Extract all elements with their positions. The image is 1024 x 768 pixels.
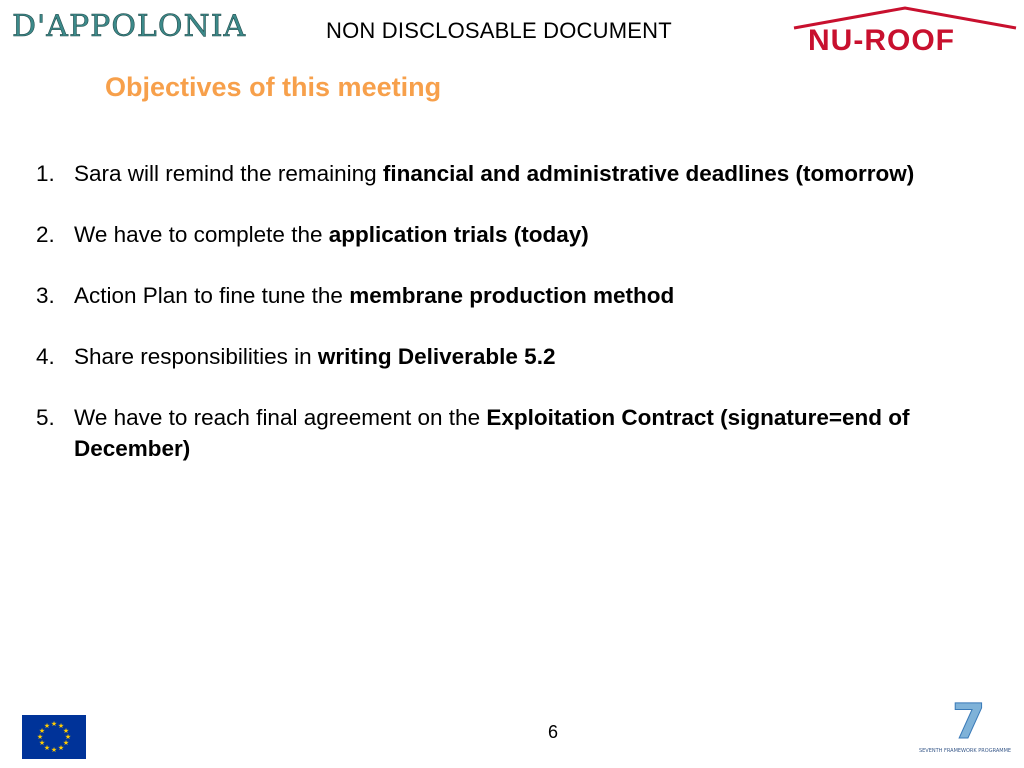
svg-text:★: ★ — [62, 727, 70, 735]
item-text: We have to reach final agreement on the Exploitation Contract (signature=end of December) — [74, 405, 910, 461]
svg-text:★: ★ — [38, 727, 46, 735]
item-number: 1. — [36, 161, 55, 186]
svg-text:★: ★ — [43, 744, 51, 752]
list-item — [36, 280, 966, 311]
list-item — [36, 402, 966, 464]
confidentiality-label: NON DISCLOSABLE DOCUMENT — [326, 18, 672, 43]
list-item — [36, 219, 966, 250]
item-number: 5. — [36, 405, 55, 430]
item-text: Share responsibilities in writing Deliverable 5.2 — [74, 344, 556, 369]
list-item — [36, 158, 966, 189]
item-text: We have to complete the application trials (today) — [74, 222, 589, 247]
svg-text:D'APPOLONIA: D'APPOLONIA — [12, 9, 247, 44]
fp7-logo — [918, 692, 1012, 762]
item-number: 2. — [36, 222, 55, 247]
slide-title: Objectives of this meeting — [105, 72, 442, 102]
dappolonia-logo — [12, 6, 308, 46]
svg-text:SEVENTH FRAMEWORK PROGRAMME: SEVENTH FRAMEWORK PROGRAMME — [918, 748, 1012, 754]
svg-text:NU-ROOF: NU-ROOF — [808, 24, 955, 57]
svg-text:★: ★ — [64, 733, 72, 741]
svg-text:★: ★ — [43, 722, 51, 730]
list-item — [36, 341, 966, 372]
eu-flag-icon — [22, 715, 86, 759]
nuroof-logo — [790, 4, 1020, 56]
svg-text:★: ★ — [50, 720, 58, 728]
svg-text:7: 7 — [952, 694, 986, 750]
svg-text:★: ★ — [50, 746, 58, 754]
svg-text:★: ★ — [36, 733, 44, 741]
svg-text:★: ★ — [62, 739, 70, 747]
page-number: 6 — [548, 722, 559, 742]
svg-text:★: ★ — [57, 744, 65, 752]
item-text: Sara will remind the remaining financial and administrative deadlines (tomorrow) — [74, 161, 915, 186]
objectives-list — [36, 158, 966, 494]
svg-text:★: ★ — [38, 739, 46, 747]
item-number: 4. — [36, 344, 55, 369]
svg-text:★: ★ — [57, 722, 65, 730]
item-text: Action Plan to fine tune the membrane production method — [74, 283, 675, 308]
item-number: 3. — [36, 283, 55, 308]
